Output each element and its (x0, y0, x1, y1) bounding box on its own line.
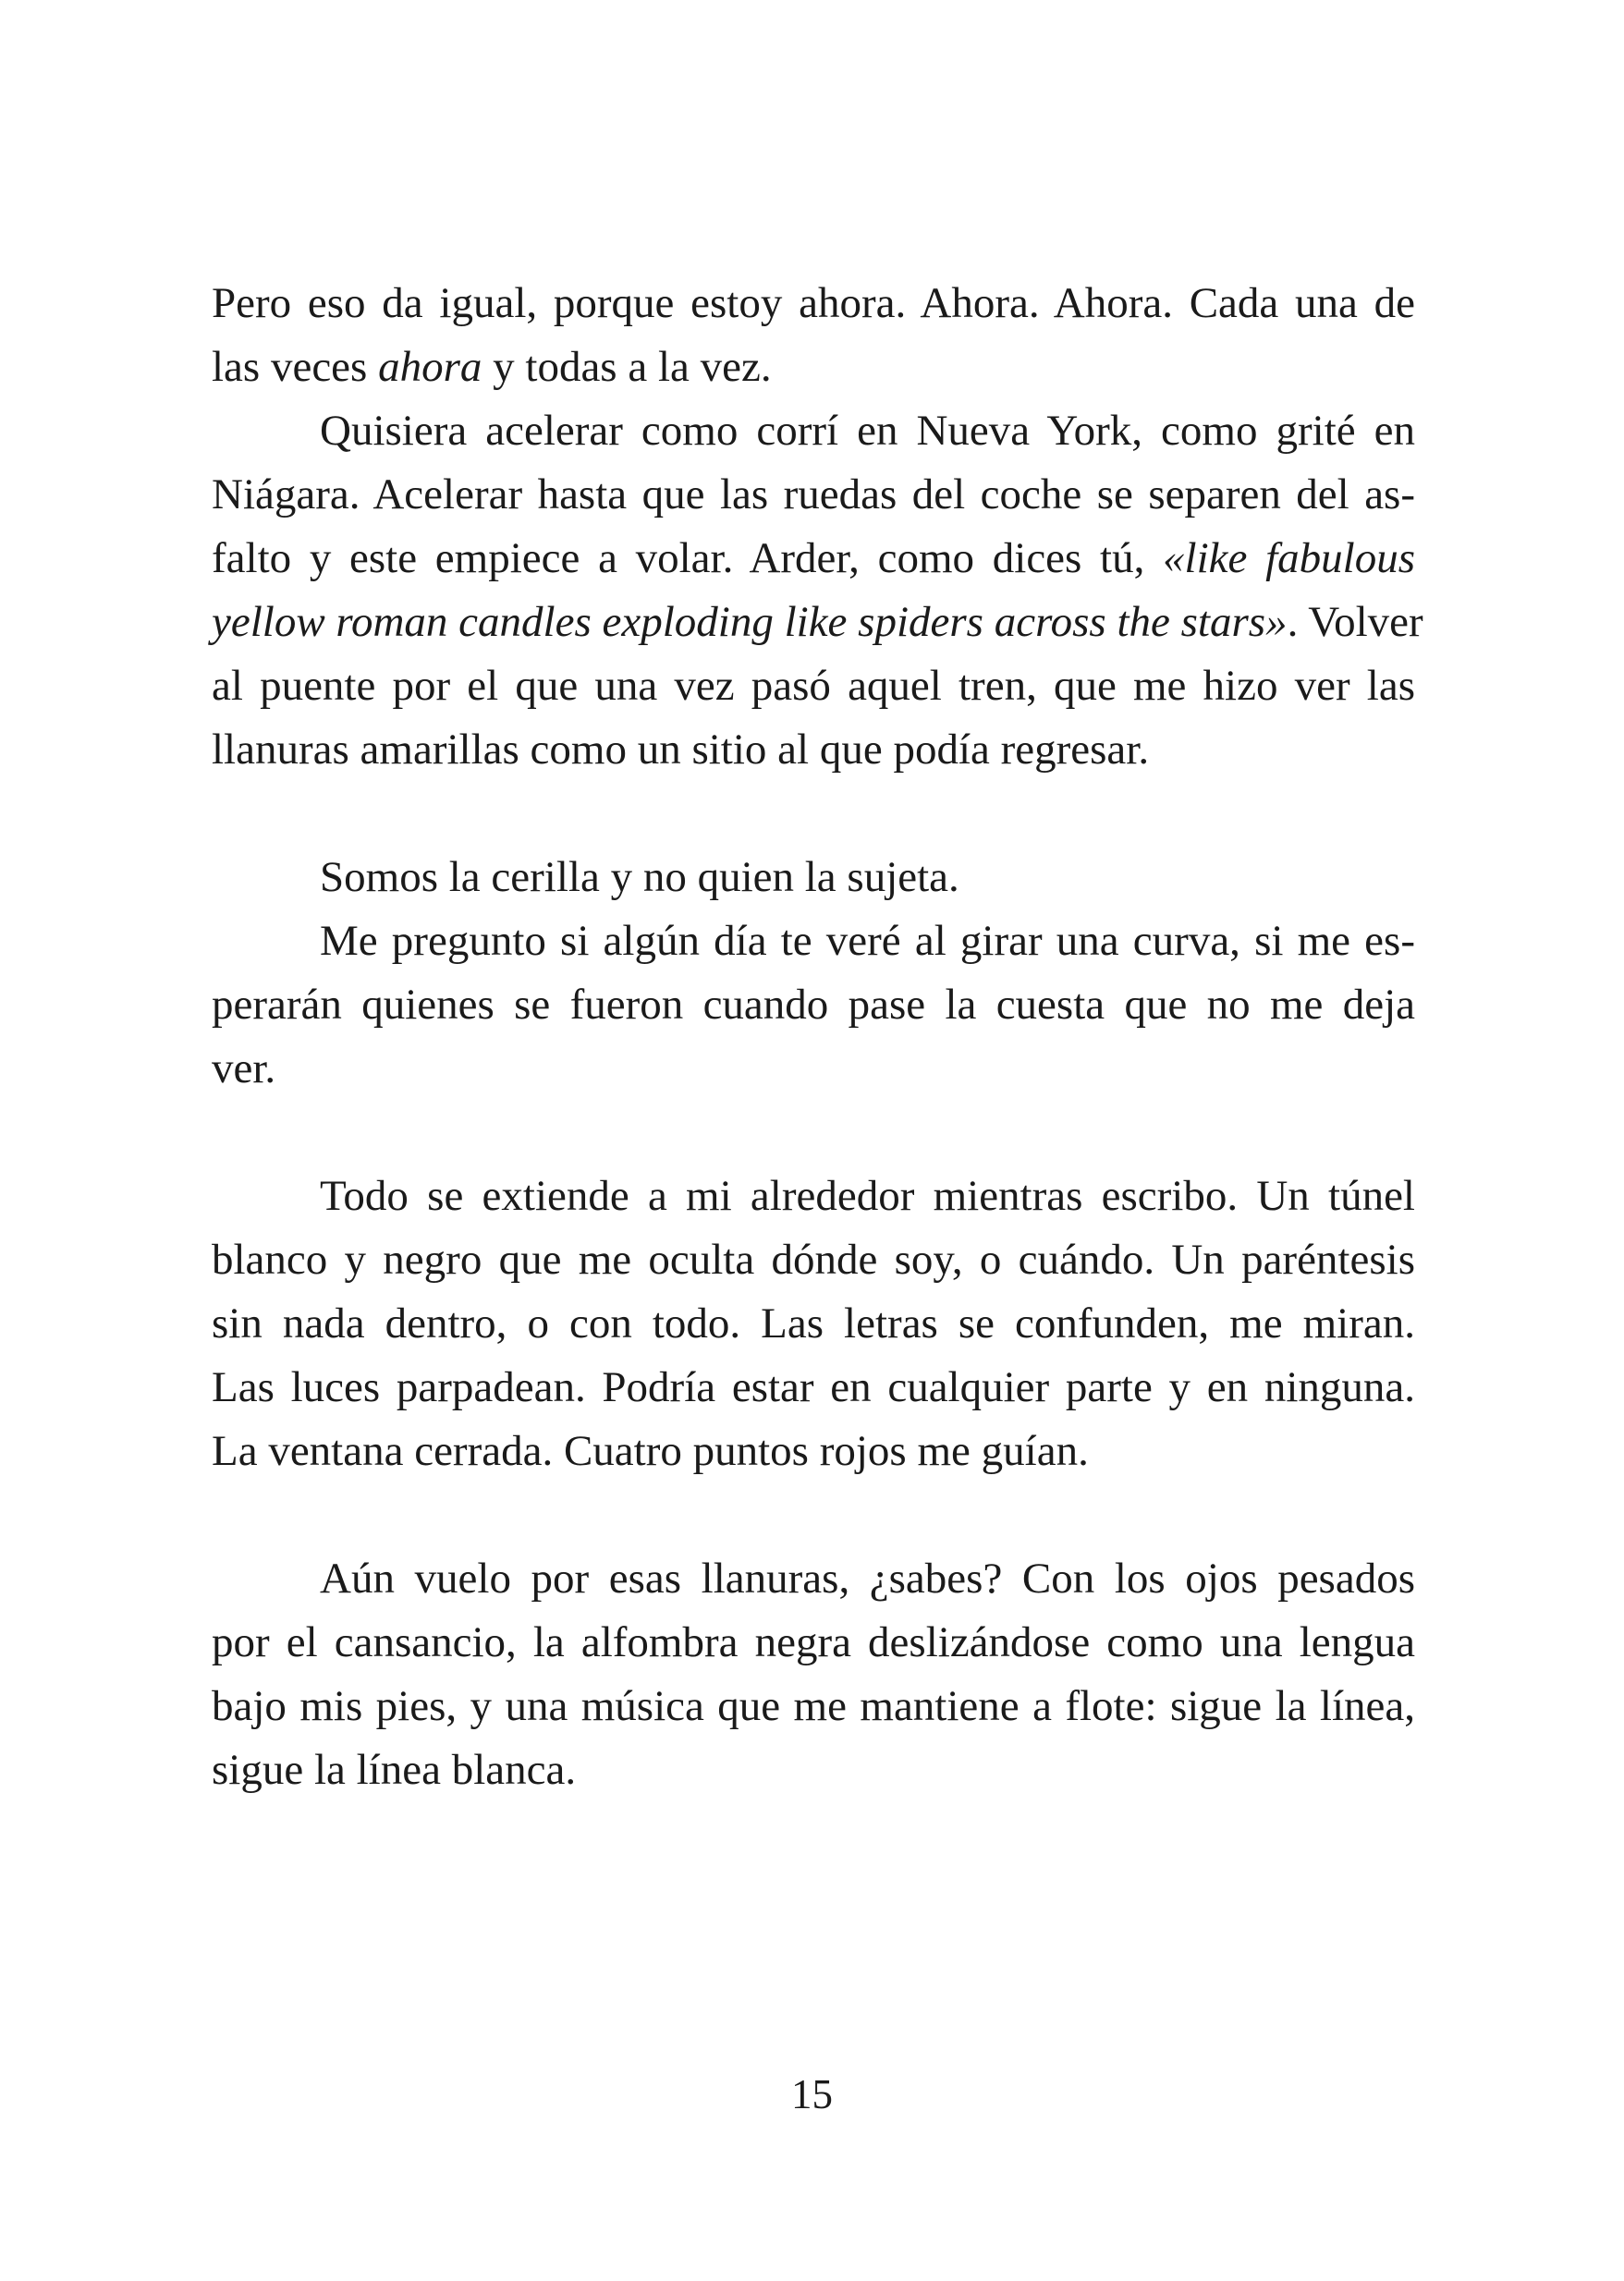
text-line: al puente por el que una vez pasó aquel tren, que me hizo ver las (212, 662, 1415, 710)
text-line: ver. (212, 1044, 276, 1092)
text-line: las veces ahora y todas a la vez. (212, 343, 772, 391)
section-break (212, 1483, 1415, 1547)
quote-emphasis: «like fabulous (1163, 534, 1415, 582)
body-text (212, 272, 1423, 1802)
text-line: Las luces parpadean. Podría estar en cualquier parte y en ninguna. (212, 1363, 1415, 1411)
paragraph (212, 1165, 1415, 1483)
section-break (212, 1101, 1415, 1165)
text-line: Aún vuelo por esas llanuras, ¿sabes? Con los ojos pesados (320, 1555, 1415, 1603)
text-line: Somos la cerilla y no quien la sujeta. (320, 853, 959, 901)
paragraph (212, 399, 1423, 782)
text-line: falto y este empiece a volar. Arder, como dices tú, «like fabulous (212, 534, 1415, 582)
emphasis: ahora (378, 343, 482, 391)
section-break (212, 782, 1415, 846)
paragraph (212, 1547, 1415, 1802)
text-line: bajo mis pies, y una música que me mantiene a flote: sigue la línea, (212, 1682, 1415, 1730)
paragraph (212, 846, 1415, 909)
text-line: Niágara. Acelerar hasta que las ruedas del coche se separen del as- (212, 470, 1415, 518)
text-line: sigue la línea blanca. (212, 1746, 577, 1794)
page-number: 15 (791, 2071, 833, 2117)
text-line: perarán quienes se fueron cuando pase la cuesta que no me deja (212, 981, 1415, 1029)
paragraph (212, 272, 1415, 399)
text-line: La ventana cerrada. Cuatro puntos rojos me guían. (212, 1427, 1089, 1475)
paragraph (212, 909, 1415, 1101)
text-line: Pero eso da igual, porque estoy ahora. Ahora. Ahora. Cada una de (212, 279, 1415, 327)
text-line: blanco y negro que me oculta dónde soy, o cuándo. Un paréntesis (212, 1236, 1415, 1284)
text-line: por el cansancio, la alfombra negra deslizándose como una lengua (212, 1618, 1415, 1666)
quote-emphasis: yellow roman candles exploding like spiders across the stars» (212, 598, 1288, 646)
text-line: llanuras amarillas como un sitio al que podía regresar. (212, 726, 1150, 774)
text-line: Quisiera acelerar como corrí en Nueva York, como grité en (320, 407, 1415, 455)
text-line: Todo se extiende a mi alrededor mientras escribo. Un túnel (320, 1172, 1415, 1220)
text-line: Me pregunto si algún día te veré al girar una curva, si me es- (320, 917, 1415, 965)
text-line: yellow roman candles exploding like spiders across the stars». Volver (212, 598, 1423, 646)
text-line: sin nada dentro, o con todo. Las letras se confunden, me miran. (212, 1299, 1415, 1348)
